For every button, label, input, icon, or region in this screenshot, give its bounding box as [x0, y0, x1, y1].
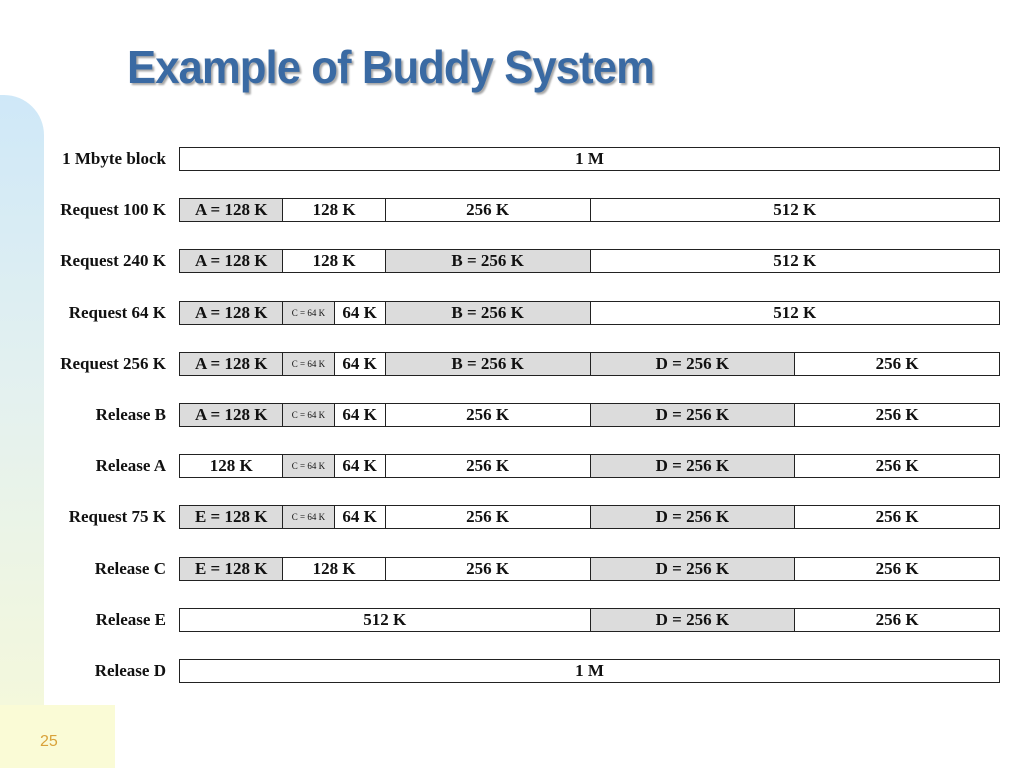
- allocated-block: C = 64 K: [282, 455, 333, 477]
- memory-bar: [179, 198, 1000, 222]
- row-label: Request 256 K: [60, 354, 166, 373]
- row-label: Request 240 K: [60, 251, 166, 270]
- allocated-block: B = 256 K: [385, 353, 590, 375]
- memory-bar: [179, 249, 1000, 273]
- row-label: Release A: [95, 456, 166, 475]
- free-block: 128 K: [282, 199, 384, 221]
- memory-bar: [179, 147, 1000, 171]
- allocated-block: E = 128 K: [180, 558, 282, 580]
- allocated-block: D = 256 K: [590, 609, 795, 631]
- free-block: 256 K: [385, 558, 590, 580]
- free-block: 512 K: [590, 199, 1000, 221]
- row-label: Request 100 K: [60, 200, 166, 219]
- allocated-block: D = 256 K: [590, 506, 795, 528]
- row-label: Request 75 K: [68, 507, 166, 526]
- row-label: Release B: [95, 405, 166, 424]
- allocated-block: D = 256 K: [590, 353, 795, 375]
- allocated-block: D = 256 K: [590, 558, 795, 580]
- memory-bar: [179, 505, 1000, 529]
- allocated-block: A = 128 K: [180, 250, 282, 272]
- free-block: 256 K: [385, 199, 590, 221]
- allocated-block: C = 64 K: [282, 506, 333, 528]
- free-block: 256 K: [385, 404, 590, 426]
- allocated-block: A = 128 K: [180, 302, 282, 324]
- allocated-block: A = 128 K: [180, 353, 282, 375]
- allocated-block: C = 64 K: [282, 302, 333, 324]
- free-block: 128 K: [282, 250, 384, 272]
- row-label: Release C: [94, 559, 166, 578]
- allocated-block: A = 128 K: [180, 404, 282, 426]
- memory-bar: [179, 557, 1000, 581]
- memory-bar: [179, 301, 1000, 325]
- free-block: 64 K: [334, 353, 385, 375]
- free-block: 256 K: [794, 353, 999, 375]
- free-block: 256 K: [794, 506, 999, 528]
- free-block: 256 K: [794, 609, 999, 631]
- slide-title: Example of Buddy System: [127, 41, 654, 93]
- free-block: 128 K: [282, 558, 384, 580]
- row-label: Release D: [94, 661, 166, 680]
- free-block: 256 K: [794, 558, 999, 580]
- free-block: 64 K: [334, 404, 385, 426]
- allocated-block: E = 128 K: [180, 506, 282, 528]
- free-block: 256 K: [385, 455, 590, 477]
- free-block: 128 K: [209, 456, 253, 475]
- memory-bar: [179, 454, 1000, 478]
- free-block: 512 K: [590, 302, 1000, 324]
- allocated-block: A = 128 K: [180, 199, 282, 221]
- free-block: 512 K: [363, 610, 407, 629]
- row-label: Request 64 K: [68, 303, 166, 322]
- memory-bar: [179, 659, 1000, 683]
- row-label: Release E: [95, 610, 166, 629]
- memory-bar: [179, 352, 1000, 376]
- free-block: 256 K: [794, 455, 999, 477]
- free-block: 64 K: [334, 506, 385, 528]
- page-number: 25: [40, 733, 58, 750]
- free-block: 512 K: [590, 250, 1000, 272]
- free-block: 1 M: [575, 661, 604, 680]
- allocated-block: C = 64 K: [282, 404, 333, 426]
- memory-bar: [179, 608, 1000, 632]
- allocated-block: D = 256 K: [590, 404, 795, 426]
- memory-bar: [179, 403, 1000, 427]
- free-block: 64 K: [334, 302, 385, 324]
- allocated-block: D = 256 K: [590, 455, 795, 477]
- allocated-block: B = 256 K: [385, 250, 590, 272]
- free-block: 256 K: [794, 404, 999, 426]
- row-label: 1 Mbyte block: [62, 149, 166, 168]
- free-block: 64 K: [334, 455, 385, 477]
- allocated-block: C = 64 K: [282, 353, 333, 375]
- free-block: 256 K: [385, 506, 590, 528]
- free-block: 1 M: [575, 149, 604, 168]
- allocated-block: B = 256 K: [385, 302, 590, 324]
